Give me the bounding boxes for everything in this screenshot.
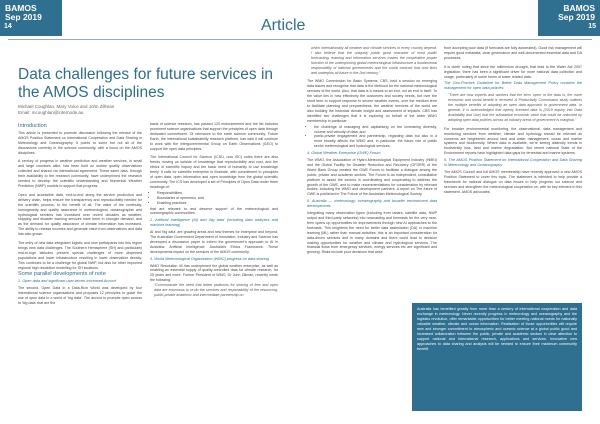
author-email: Email: mcoughlan@internode.au (18, 110, 84, 115)
brand-name: BAMOS (5, 3, 37, 13)
paragraph: Integrating many observation types (including from radars, satellite data, NWP output and third-party networks) into nowcasting and forecasts for the very near-term opens up opportunities for improvements through new AI approaches to the forecasts. This heightens the need for better data assimilation (DA) or machine learning (ML) rather than manual activities; this is an important consideration for data-driven services and in many domains and there could lead to decision making opportunities for weather and climate and hydrological services. The financial flows from emergency services, energy services etc are significant and growing. Risks include poor decisions that arise (307, 211, 437, 255)
subheading: 1. Open data and significant user-driven Increased Accord (18, 279, 116, 284)
subheading: 3. World Meteorological Organization (WMO) progress on data sharing (150, 256, 269, 261)
paragraph: Open and accessible data, end-to-end along the service production and delivery chain, helps ensure the transparency and reproducibility needed for the scientific process, to the benefit of all. The value of the continuity, homogeneity and quality assurance in meteorological, oceanographic and hydrological services has increased over recent decades as weather, shipping and disaster warning services have been in stronger demand, and as the demand for quality assurance of climate information has increased. The ability to release incomes and generate value from observations and data has also grown. (18, 192, 142, 237)
subheading: 4. Global Weather Enterprise (GWE) Forum (307, 151, 381, 156)
section-heading: Some parallel developments of note (18, 271, 106, 278)
brand-right (558, 4, 595, 22)
section-label: Article (261, 17, 306, 34)
list-item: • Enabling practices (157, 201, 278, 206)
article-byline (18, 104, 114, 116)
section-heading: Introduction (18, 123, 47, 129)
column-1 (18, 122, 142, 306)
page-number-right: 15 (588, 23, 596, 30)
right-header-tab (538, 0, 600, 36)
paragraph: AI and 'big data' are growing areas and new themes for enterprise and beyond. The Australian Government Department of Innovation, Industry and Science has developed a discussion paper to inform the government's approach to AI in Australia: Artificial Intelligence: Australia's Ethics Framework. These developments impact on the services of the AMOS community. (150, 230, 278, 254)
header-divider (8, 39, 592, 40)
column-4 (444, 46, 582, 194)
quote: which internationally all weather and climate services in every country depend. I also believe that the uniquely public good character of most public forecasting, warning and information services makes the cooperative proper function of the underpinning global meteorological infrastructure a fundamental responsibility of national governments and the social contract that now links and underpins all future in the 2nd century." (311, 46, 437, 75)
paragraph: from accepting poor data (if forecasts are fully automated). Good risk management will require good metadata, clear governance and well-documented essential data and DA processes. (444, 46, 582, 60)
list-item: • the challenge of managing and capitalising on the increasing diversity, volume and velocity of data; and (314, 125, 437, 135)
quote: "There are now experts and workers that the term 'open' in the data is, the more economic and social benefit is received. A Productivity Commission study outlines the multiple benefits of adopting an open data approach to government data. In general, it is acknowledged that openly licensed data is (2019 inquiry into Data Availability and Use) that the substantial economic value that could be unlocked by adopting open data policies across all industry areas of government is marginal." (448, 93, 582, 122)
issue-date: Sep 2019 (5, 12, 42, 22)
paragraph: that are relevant to and deserve support of the meteorological and oceanographic communities. (150, 206, 278, 216)
paragraph: The WMO, the Association of Hydro-Meteorological Equipment Industry (HMEI) and the Global Facility for Disaster Reduction and Recovery (GFDRR) of the World Bank Group created the GWE Forum to facilitate a dialogue among the public, private and academic sectors. The Forum is an independent, consultative platform to assist the sectors in coordinating and cooperating to address the growth of the GWE, and to make recommendations for consideration by relevant bodies, including the WMO and development partners. A report on The future of GWE is published in The Future of the Australian Meteorological Society. (307, 158, 437, 197)
paragraph: The WMO Commission for Basic Systems, CBS, held a session on emerging data issues and recognise that data is the lifeblood for the national meteorological services of the world. Also, that data is a means to an end, not an end in itself. To the value lies in how effectively the customers and society needs, but over the short term to support response to severe weather events, over the medium term to facilitate planning and preparedness, the weather services of the world are also building the historical climate insight and assessment of impacts. CBS has identified two challenges that it is exploring on behalf of the wider WMO membership in particular: (307, 79, 437, 123)
paragraph: WMO Resolution 40 has underpinned the global weather enterprise, as well as enabling an essential supply of quality-controlled data for climate research, for 25 years and more. Former President of WMO, Dr John Zillman, recently wrote the following: (150, 263, 278, 283)
subheading: 6. The AMOS Position Statement on International Cooperation and Data Sharing in Meteorology and Oceanography (444, 158, 582, 168)
quote: "Communicate the need that better platforms for sharing of free and open data are enormous to re-do the services and responsibility of the resourcing, public-private academic and intermediate partnership on (154, 283, 278, 297)
paragraph: For broader environmental monitoring, the observational, data management and monitoring services from weather, climate and hydrology should be relevant as concerns are heightened around land and water management, ocean and marine systems and biodiversity. Where data is available, we're seeing distinctly trends in biodiversity loss, land and marine degradation. But recent national State of the Environment reports have highlighted data gaps for terrestrial and marine systems. (444, 126, 582, 156)
left-header-tab (0, 0, 62, 36)
paragraph: basis of science research, has passed 120 endorsements and the list includes prominent science organisations that support the principles of open data through dedicated commitment. Of relevance to the earth science community, Future Earth, the international sustainability research platform, has said it will continue to work with the intergovernmental Group on Earth Observations (GEO) to support the open data principles. (150, 122, 278, 151)
paragraph: It is worth noting that since the millennium drought, that lead to the Water Act 2007 legislation, there has been a significant driver for more national data collection and usage, particularly of some forms of water related data. (444, 64, 582, 79)
issue-date: Sep 2019 (558, 12, 595, 22)
subheading: The Geo-Practice Guideline for Better Data Management Policy contains the management for open data policies: (444, 81, 582, 91)
paragraph: The International Council for Science (ICSU, now ISC) notes there are also trends moving us outside of knowledge that reproducibility and cost, and the ethics of scientific inquiry and the basic need of humanity to use knowledge freely. It calls for scientific enterprise to illustrate, with commitment to principles of open data, open information and open knowledge from the global scientific community. The ICS has developed a set of Principles of Open Data under three headings of: (150, 155, 278, 189)
list-item: • public-private engagement and partnership, regarding data but also in a more broadly affects the WMO and, in particular, the future role of public sector meteorological and hydrological services. (314, 134, 437, 149)
subheading: 5. Australia — meteorology, oceanography and broader environment data developments (307, 199, 437, 209)
list-item: • Responsibilities, (157, 191, 278, 196)
brand-left (5, 4, 42, 22)
list-item: • Boundaries of openness, and (157, 196, 278, 201)
page-number-left: 14 (4, 23, 12, 30)
column-3 (307, 46, 437, 255)
authors: Michael Coughlan, Mary Voice and John Zillman (18, 104, 115, 109)
paragraph: The second, Open Data in a Data-Rich World was developed by four international science organisations and proposes 12 principles to guide the use of open data in a world of 'big data'. The accord to promote open access to 'big data' that are the (18, 286, 142, 305)
subheading: 2. Artificial Intelligence (AI) and 'big data' (including data analytics and machine learning) (150, 218, 278, 228)
bullet-list (307, 125, 437, 150)
paragraph: This article is presented to promote discussion following the release of the AMOS Position Statement on International Cooperation and Data Sharing in Meteorology and Oceanography. It points to some but not all of the discussions currently in the science community, with a focus on the AMOS disciplines. (18, 130, 142, 155)
highlight-box: Australia has benefited greatly from more than a century of international cooperation and data exchange in meteorology. Never recently progress in meteorology and oceanography and the logistics revolution, offer remarkable opportunities for better meeting national needs for nationally valuable weather, climate and ocean information. Realisation of those opportunities will require new and stronger commitment to atmospheric and oceanic science at a global public good and increased collaboration between the public, private and academic sectors in clear attention to support national and international research, applications and services. Innovative new approaches to data sharing and analysis will be needed to ensure their maximum community benefit. (412, 303, 582, 411)
paragraph: The AMOS Council and full AMOS membership have recently approved a new AMOS Position Statement to cover this topic. The statement is intended to help provide a framework for national dialogue on data issues to help progress our science and services and strengthen the meteorological cooperation on, with its key element in this statement, AMOS advocates: (444, 169, 582, 194)
bullet-list (150, 191, 278, 206)
paragraph: The entry of new data integrated logistic and new participants into this region brings new data challenges. The Southern Hemisphere (SH) and particularly mid-to-high latitudes present special challenges of more dispersed populations and lower infrastructure resulting in lower observation density. This continues to be a challenge for global NWP, but also for other improved regional high resolution modelling for SH locations. (18, 241, 142, 270)
brand-name: BAMOS (563, 3, 595, 13)
article-title: Data challenges for future services in the AMOS disciplines (18, 66, 274, 101)
paragraph: A century of progress in weather prediction and weather services, in small and large countries alike, has been built on routine quality observations collected and shared via international agreement. These same data, through their availability to the research community, have underpinned the research needed to develop the scientific understanding and Numerical Weather Prediction (NWP) models to support that progress. (18, 159, 142, 188)
column-2 (150, 122, 278, 298)
